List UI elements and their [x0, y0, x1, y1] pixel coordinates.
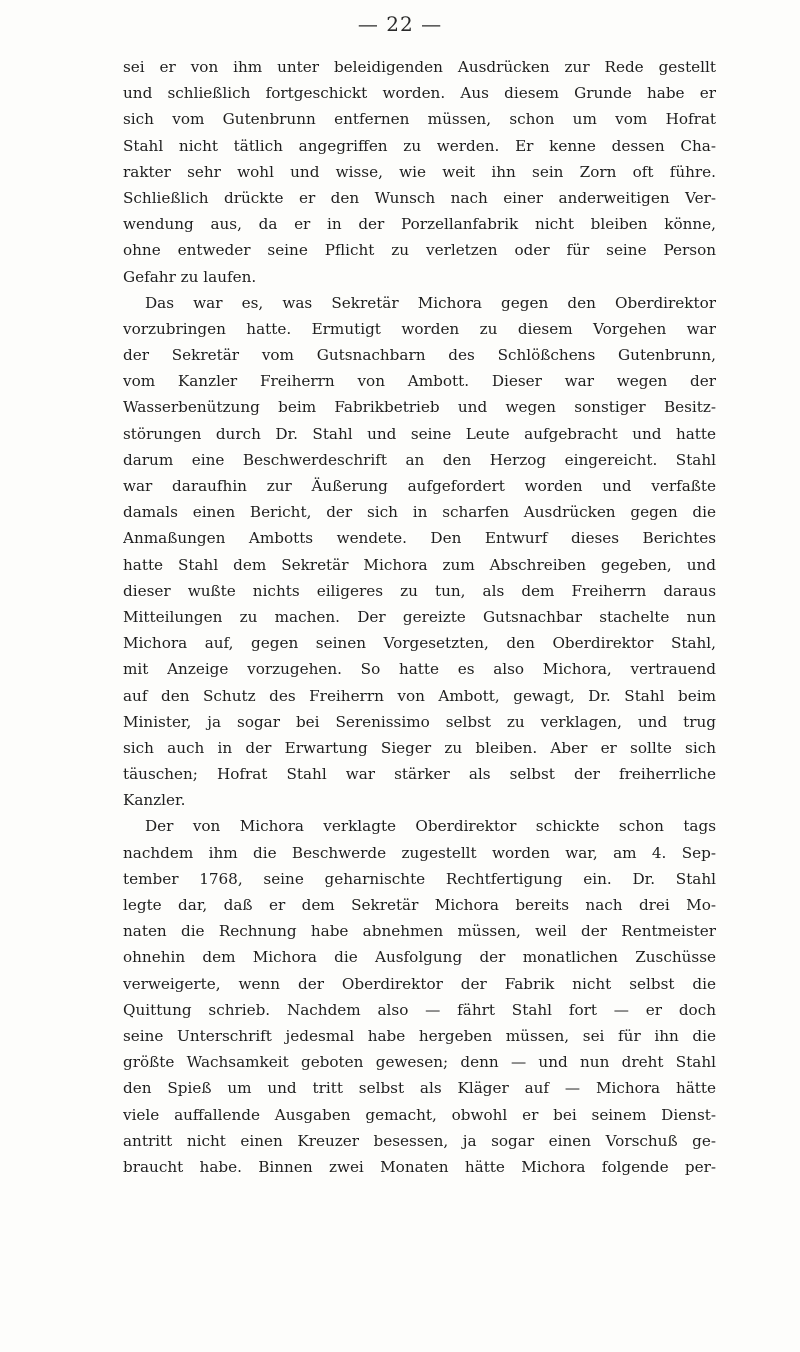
text-line: nachdem ihm die Beschwerde zugestellt worden war, am 4. Sep-: [123, 843, 716, 862]
text-line: Quittung schrieb. Nachdem also — fährt Stahl fort — er doch: [123, 1000, 716, 1019]
text-line: Schließlich drückte er den Wunsch nach einer anderweitigen Ver-: [123, 188, 716, 207]
paragraph: [123, 290, 716, 814]
text-line: rakter sehr wohl und wisse, wie weit ihn sein Zorn oft führe.: [123, 162, 716, 181]
text-line: legte dar, daß er dem Sekretär Michora bereits nach drei Mo-: [123, 896, 716, 914]
page-number: — 22 —: [357, 12, 443, 36]
text-line: viele auffallende Ausgaben gemacht, obwohl er bei seinem Dienst-: [123, 1105, 716, 1124]
text-line: antritt nicht einen Kreuzer besessen, ja sogar einen Vorschuß ge-: [123, 1131, 716, 1150]
text-line: naten die Rechnung habe abnehmen müssen, weil der Rentmeister: [123, 922, 716, 941]
text-line: sich vom Gutenbrunn entfernen müssen, schon um vom Hofrat: [123, 110, 716, 129]
text-line: Der von Michora verklagte Oberdirektor schickte schon tags: [145, 817, 716, 836]
text-line: Mitteilungen zu machen. Der gereizte Gutsnachbar stachelte nun: [123, 607, 716, 626]
text-line: Das war es, was Sekretär Michora gegen den Oberdirektor: [145, 293, 716, 312]
text-line: braucht habe. Binnen zwei Monaten hätte Michora folgende per-: [123, 1157, 716, 1176]
text-line: Gefahr zu laufen.: [123, 267, 257, 286]
paragraph: [123, 54, 716, 290]
text-line: Wasserbenützung beim Fabrikbetrieb und wegen sonstiger Besitz-: [123, 398, 716, 417]
text-line: Kanzler.: [123, 791, 186, 810]
text-line: wendung aus, da er in der Porzellanfabrik nicht bleiben könne,: [123, 215, 716, 234]
text-line: Anmaßungen Ambotts wendete. Den Entwurf dieses Berichtes: [123, 529, 716, 548]
text-line: damals einen Bericht, der sich in scharfen Ausdrücken gegen die: [123, 503, 716, 522]
text-line: und schließlich fortgeschickt worden. Aus diesem Grunde habe er: [123, 84, 716, 103]
text-line: hatte Stahl dem Sekretär Michora zum Abschreiben gegeben, und: [123, 555, 716, 574]
text-line: Stahl nicht tätlich angegriffen zu werden. Er kenne dessen Cha-: [123, 136, 716, 155]
text-line: den Spieß um und tritt selbst als Kläger auf — Michora hätte: [123, 1079, 716, 1098]
text-line: darum eine Beschwerdeschrift an den Herzog eingereicht. Stahl: [123, 450, 716, 469]
text-line: dieser wußte nichts eiligeres zu tun, als dem Freiherrn daraus: [123, 581, 716, 600]
text-line: sich auch in der Erwartung Sieger zu bleiben. Aber er sollte sich: [123, 738, 716, 757]
text-line: Minister, ja sogar bei Serenissimo selbst zu verklagen, und trug: [123, 712, 716, 731]
text-line: Michora auf, gegen seinen Vorgesetzten, den Oberdirektor Stahl,: [123, 634, 716, 653]
text-line: tember 1768, seine geharnischte Rechtfertigung ein. Dr. Stahl: [123, 869, 716, 888]
text-line: der Sekretär vom Gutsnachbarn des Schlößchens Gutenbrunn,: [123, 346, 716, 365]
text-line: ohnehin dem Michora die Ausfolgung der monatlichen Zuschüsse: [123, 948, 716, 967]
text-line: verweigerte, wenn der Oberdirektor der Fabrik nicht selbst die: [123, 974, 716, 993]
text-line: vom Kanzler Freiherrn von Ambott. Dieser war wegen der: [123, 372, 716, 391]
text-line: größte Wachsamkeit geboten gewesen; denn — und nun dreht Stahl: [123, 1053, 716, 1072]
text-line: vorzubringen hatte. Ermutigt worden zu diesem Vorgehen war: [123, 319, 716, 338]
body-text: [123, 54, 716, 1180]
text-line: störungen durch Dr. Stahl und seine Leute aufgebracht und hatte: [123, 424, 716, 443]
text-line: täuschen; Hofrat Stahl war stärker als selbst der freiherrliche: [123, 765, 716, 784]
text-line: mit Anzeige vorzugehen. So hatte es also Michora, vertrauend: [123, 660, 716, 679]
text-line: sei er von ihm unter beleidigenden Ausdrücken zur Rede gestellt: [123, 58, 716, 76]
text-line: auf den Schutz des Freiherrn von Ambott, gewagt, Dr. Stahl beim: [123, 686, 716, 705]
text-line: war daraufhin zur Äußerung aufgefordert worden und verfaßte: [123, 477, 716, 495]
text-line: seine Unterschrift jedesmal habe hergeben müssen, sei für ihn die: [123, 1026, 716, 1045]
paragraph: [123, 813, 716, 1180]
text-line: ohne entweder seine Pflicht zu verletzen oder für seine Person: [123, 241, 716, 260]
